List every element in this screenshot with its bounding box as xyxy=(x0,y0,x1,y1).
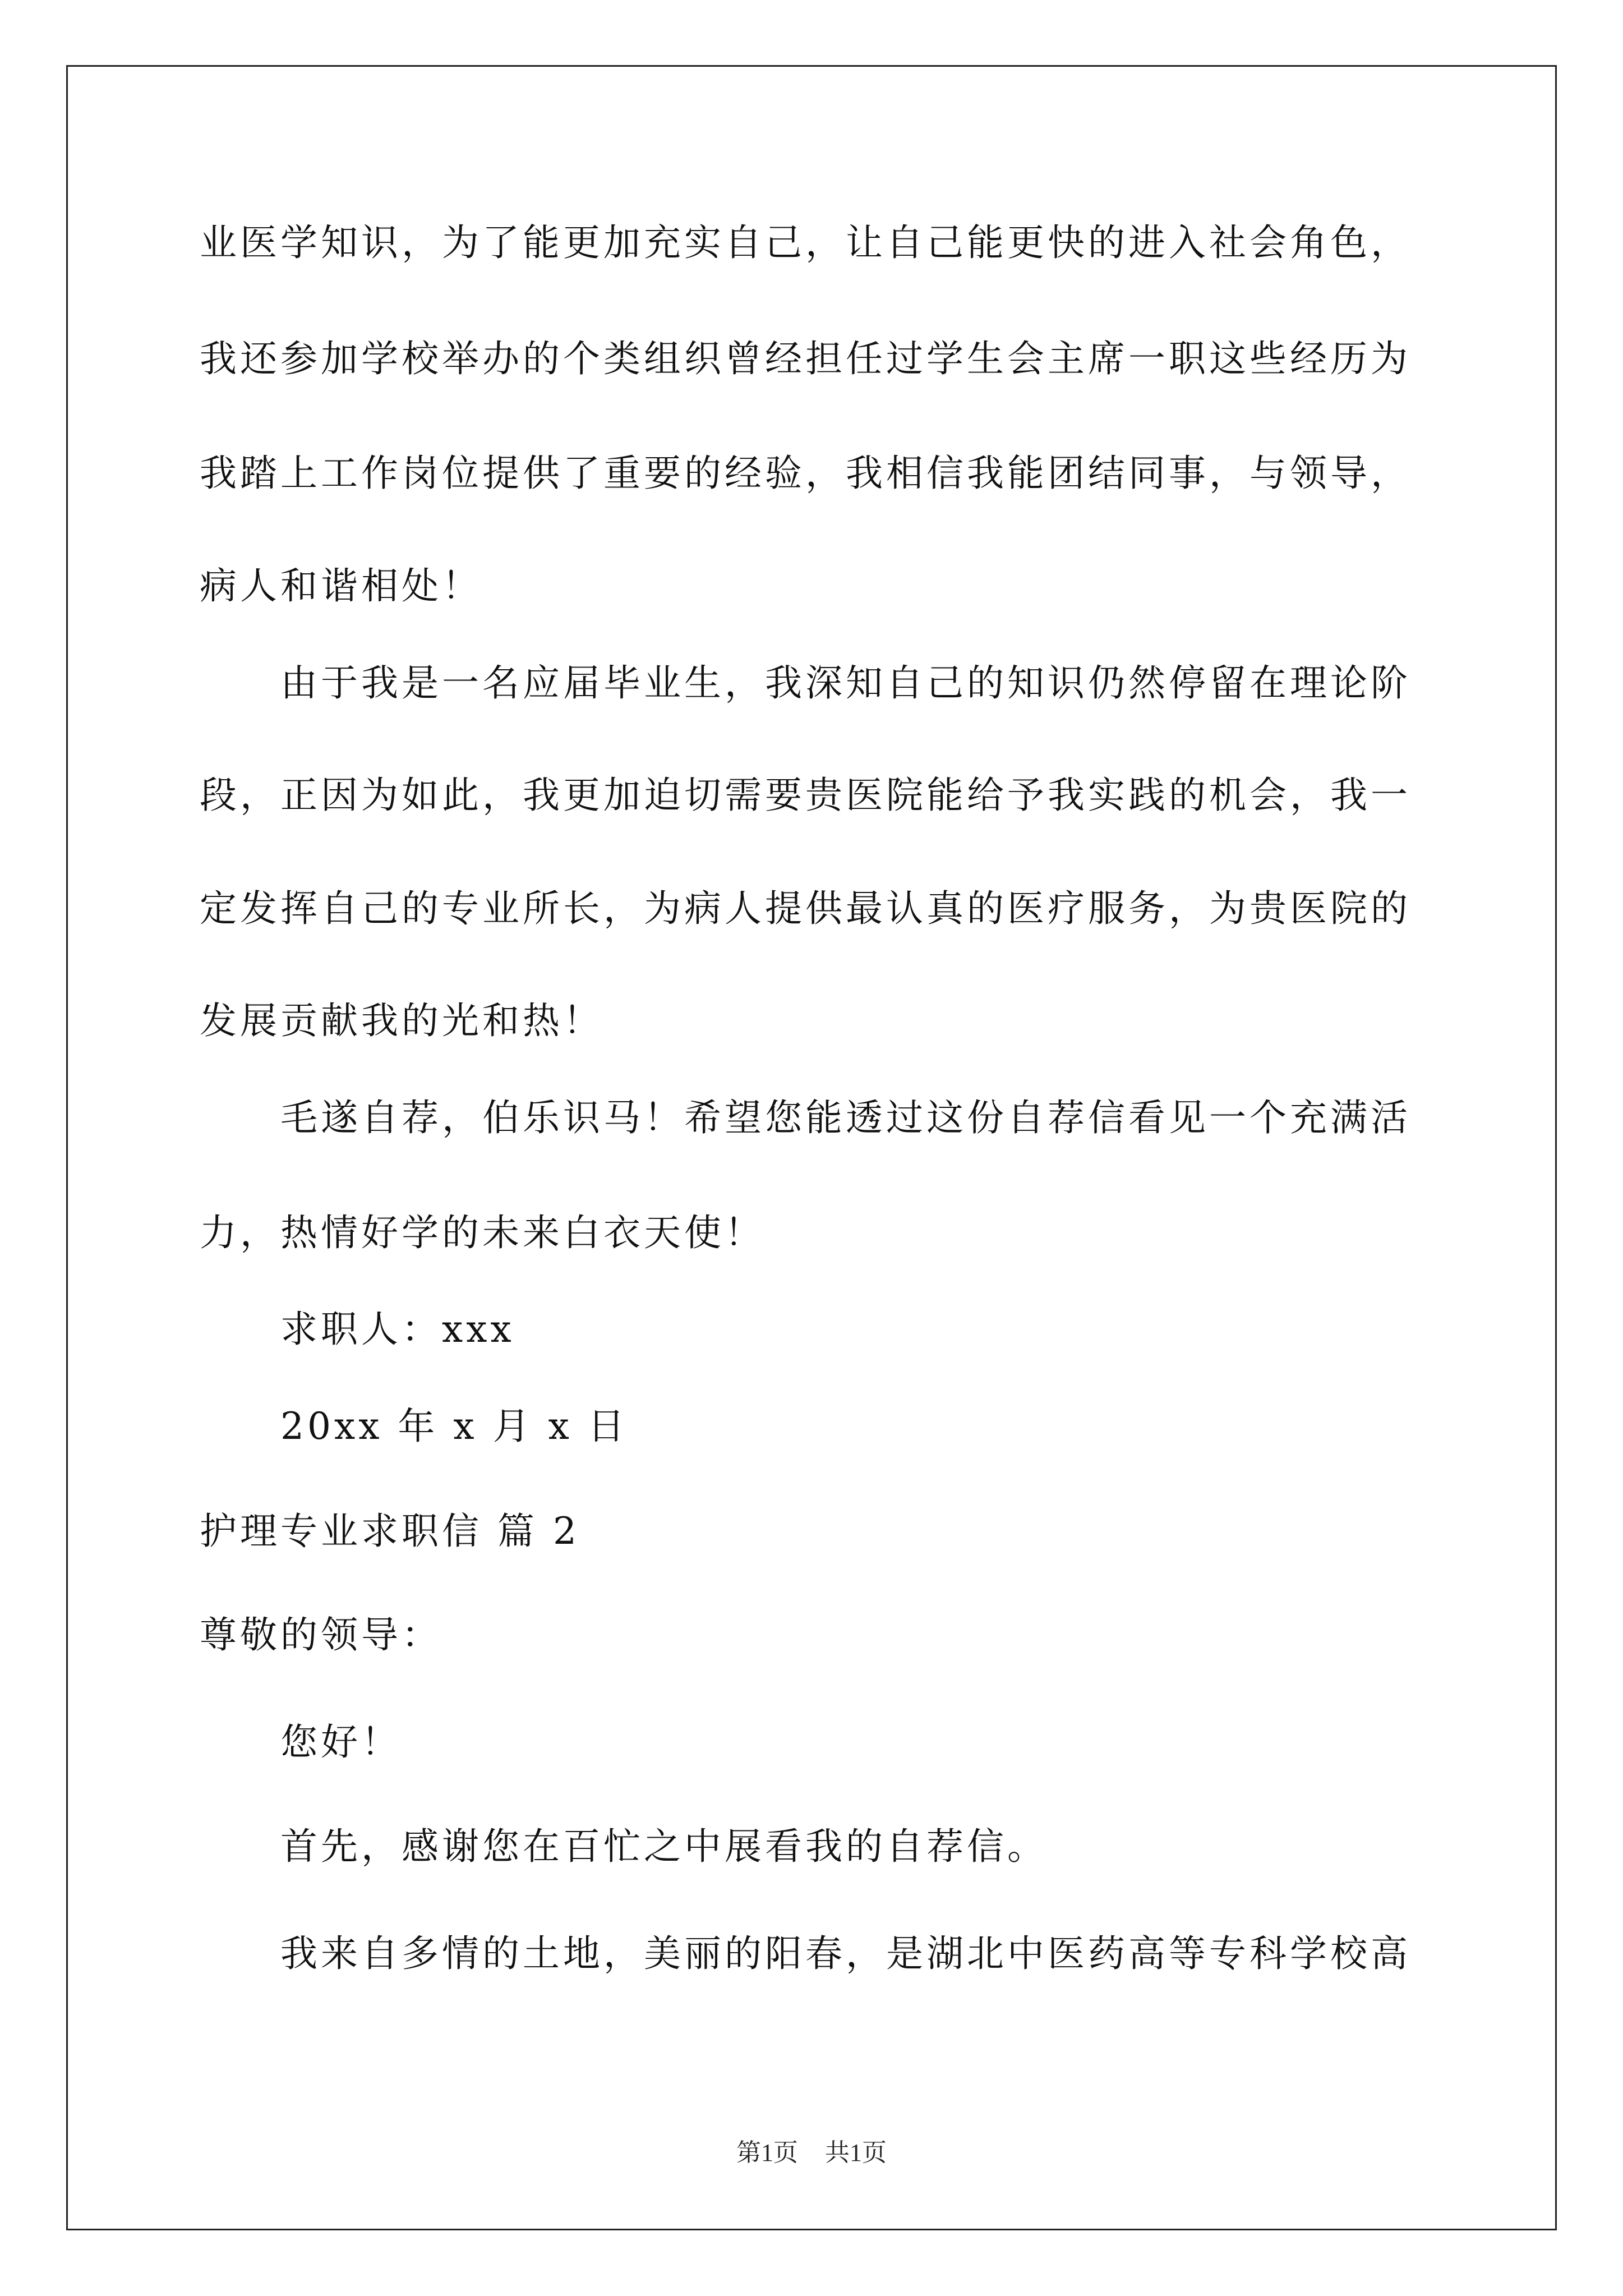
page-footer xyxy=(0,2136,1623,2170)
page-number: 第1页 xyxy=(736,2139,798,2166)
section-title: 护理专业求职信 篇 2 xyxy=(200,1510,580,1553)
body-line: 由于我是一名应届毕业生，我深知自己的知识仍然停留在理论阶 xyxy=(280,661,1411,705)
body-line: 发展贡献我的光和热！ xyxy=(200,999,603,1042)
page-total: 共1页 xyxy=(825,2139,887,2166)
body-line: 我踏上工作岗位提供了重要的经验，我相信我能团结同事，与领导， xyxy=(200,452,1411,495)
body-line: 毛遂自荐，伯乐识马！希望您能透过这份自荐信看见一个充满活 xyxy=(280,1096,1411,1139)
body-line: 病人和谐相处！ xyxy=(200,564,482,608)
body-line: 我还参加学校举办的个类组织曾经担任过学生会主席一职这些经历为 xyxy=(200,337,1411,380)
greeting: 您好！ xyxy=(280,1720,402,1764)
salutation: 尊敬的领导： xyxy=(200,1613,442,1657)
body-line: 首先，感谢您在百忙之中展看我的自荐信。 xyxy=(280,1825,1048,1868)
date-line: 20xx 年 x 月 x 日 xyxy=(280,1405,628,1448)
page-frame xyxy=(66,65,1557,2230)
body-line: 定发挥自己的专业所长，为病人提供最认真的医疗服务，为贵医院的 xyxy=(200,887,1411,930)
body-line: 段，正因为如此，我更加迫切需要贵医院能给予我实践的机会，我一 xyxy=(200,774,1411,817)
body-line: 业医学知识，为了能更加充实自己，让自己能更快的进入社会角色， xyxy=(200,221,1411,264)
body-line: 我来自多情的土地，美丽的阳春，是湖北中医药高等专科学校高 xyxy=(280,1932,1411,1975)
body-line: 力，热情好学的未来白衣天使！ xyxy=(200,1211,765,1254)
signature-line: 求职人：xxx xyxy=(280,1308,515,1351)
